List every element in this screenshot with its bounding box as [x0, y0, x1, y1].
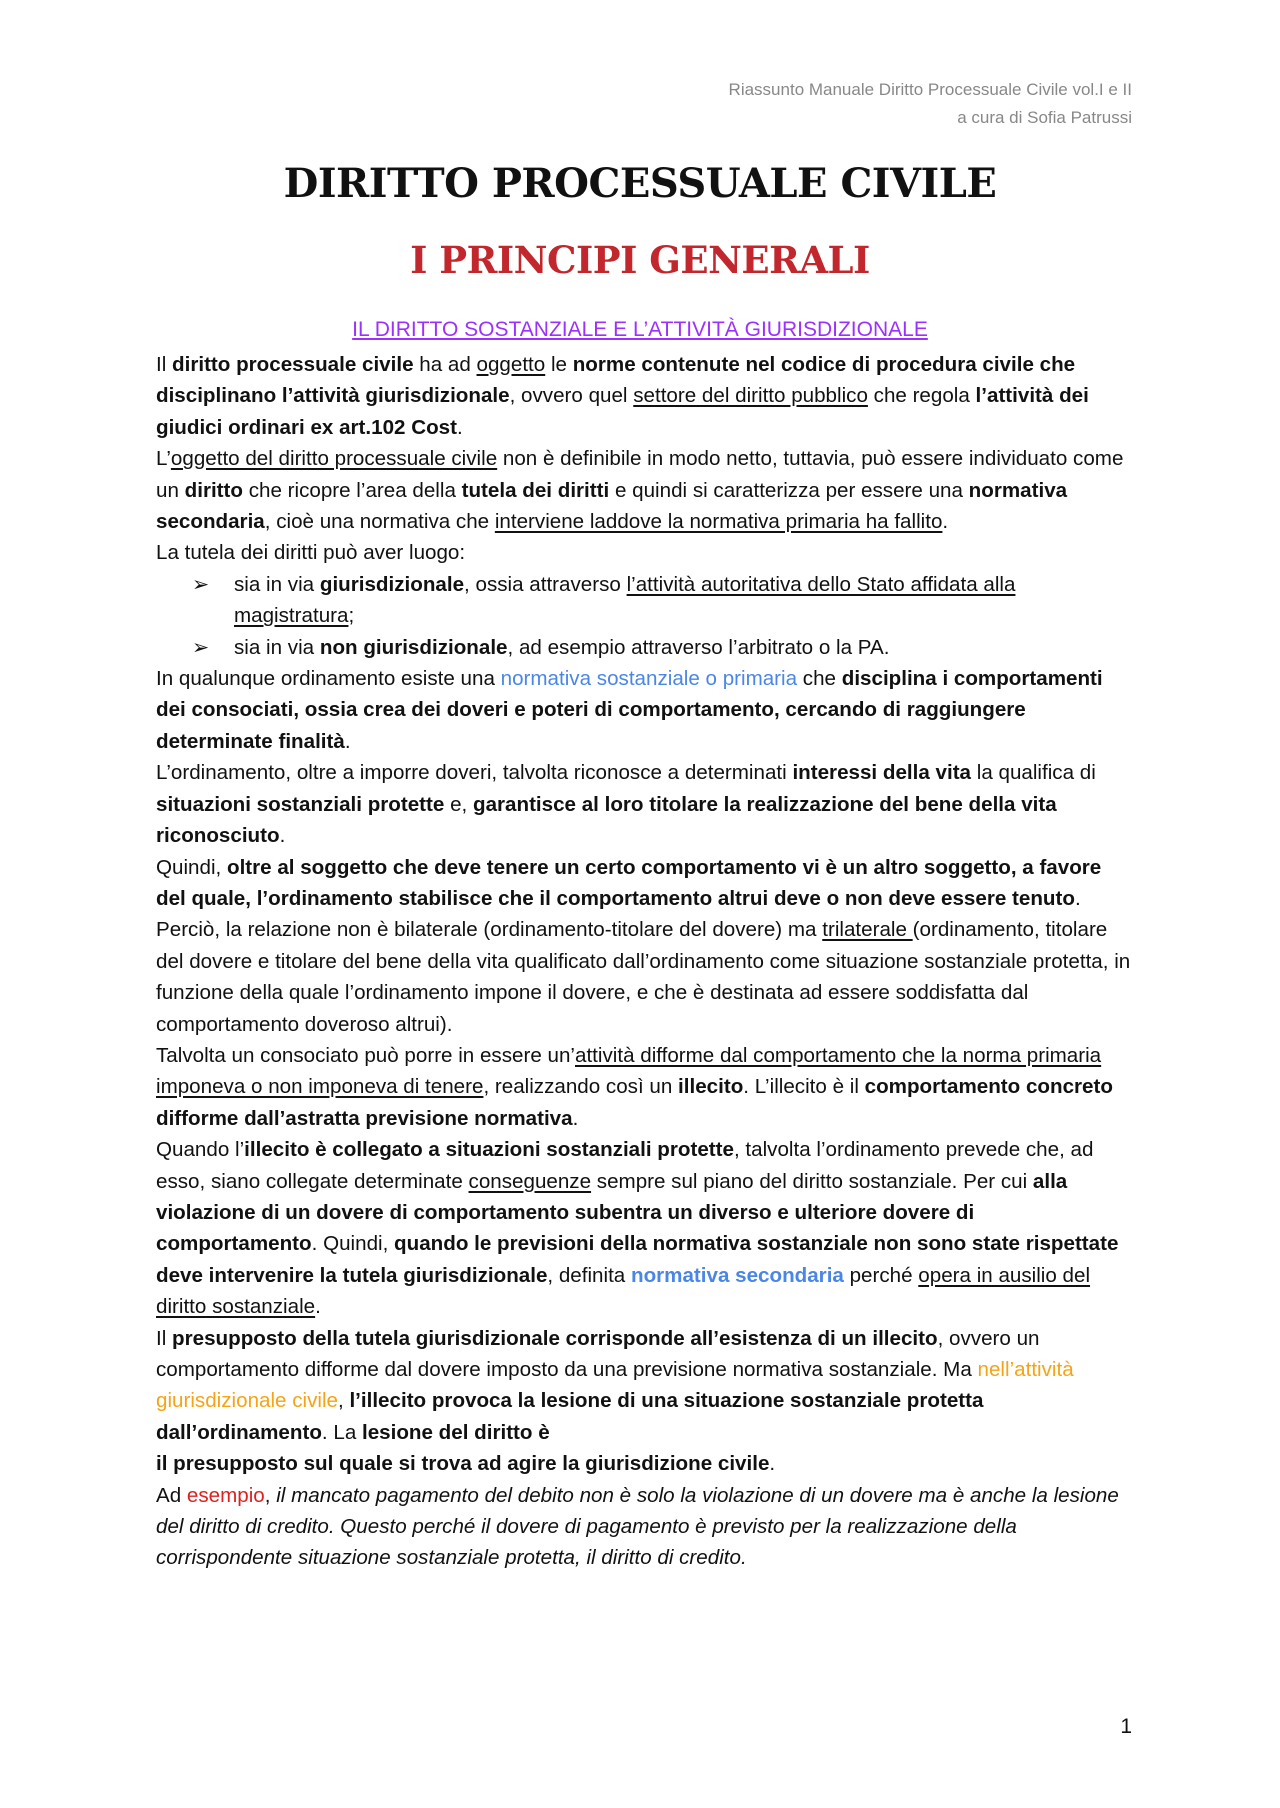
text-span: .	[315, 1295, 321, 1319]
text-span: .	[572, 1106, 579, 1130]
bold-term: comportamento concreto difforme dall’astratta previsione normativa	[156, 1075, 1113, 1130]
text-span: e quindi si caratterizza per essere una	[609, 478, 969, 502]
text-span: che regola	[867, 384, 976, 408]
underlined-term: oggetto del diritto processuale civile	[170, 447, 498, 471]
example-label: esempio	[186, 1483, 265, 1507]
text-span: sempre sul piano del diritto sostanziale. Per cui	[591, 1169, 1033, 1193]
text-span: , ovvero un comportamento difforme dal dovere imposto da una previsione normativa sostanziale. Ma	[156, 1326, 1040, 1381]
text-span: sia in via	[234, 572, 320, 596]
underlined-term: trilaterale	[822, 918, 913, 942]
text-span: la qualifica di	[971, 761, 1096, 785]
paragraph-2	[156, 443, 1136, 537]
bold-term: l’attività dei giudici ordinari ex art.102 Cost	[156, 384, 1089, 439]
bold-term: disciplina i comportamenti dei consociati, ossia crea dei doveri e poteri di comportamento, cercando di raggiungere determinate finalità	[156, 667, 1103, 753]
arrowhead-bullet-icon: ➢	[192, 635, 210, 659]
bold-term: quando le previsioni della normativa sostanziale non sono state rispettate deve intervenire la tutela giurisdizionale	[156, 1232, 1119, 1287]
bullet-list	[156, 569, 1136, 663]
text-span: .	[942, 510, 949, 534]
underlined-term: settore del diritto pubblico	[633, 384, 868, 408]
paragraph-9	[156, 1323, 1136, 1480]
page-number: 1	[1120, 1715, 1132, 1738]
text-span: .	[456, 415, 463, 439]
text-span: , ossia attraverso	[464, 572, 627, 596]
underlined-term: l’attività autoritativa dello Stato affidata alla magistratura	[234, 572, 1016, 628]
text-span: ,	[338, 1389, 350, 1413]
underlined-term: interviene laddove la normativa primaria ha fallito	[494, 510, 943, 534]
arrowhead-bullet-icon: ➢	[192, 572, 210, 596]
paragraph-8	[156, 1134, 1136, 1322]
text-span: . Quindi,	[311, 1232, 395, 1256]
paragraph-4	[156, 663, 1136, 757]
chapter-title: I PRINCIPI GENERALI	[410, 238, 870, 282]
text-span: sia in via	[234, 635, 320, 659]
underlined-term: conseguenze	[468, 1169, 592, 1193]
bold-term: giurisdizionale	[319, 572, 465, 596]
text-span: L’	[156, 447, 171, 471]
text-span: , cioè una normativa che	[264, 510, 495, 534]
text-span: Ad	[156, 1483, 187, 1507]
bold-term: situazioni sostanziali protette	[156, 792, 445, 816]
paragraph-7	[156, 1040, 1136, 1134]
header-line-1: Riassunto Manuale Diritto Processuale Civile vol.I e II	[728, 80, 1132, 99]
text-span: .	[344, 729, 351, 753]
bold-term: oltre al soggetto che deve tenere un certo comportamento vi è un altro soggetto, a favore del quale, l’ordinamento stabilisce che il comportamento altrui deve o non deve essere tenuto	[156, 855, 1102, 910]
text-span: , ad esempio attraverso l’arbitrato o la PA.	[507, 635, 890, 659]
bold-term: garantisce al loro titolare la realizzazione del bene della vita riconosciuto	[156, 792, 1057, 848]
underlined-term: attività difforme dal comportamento che la norma primaria imponeva o non imponeva di tenere	[156, 1043, 1102, 1099]
text-span: Quindi,	[156, 855, 227, 879]
section-heading: IL DIRITTO SOSTANZIALE E L’ATTIVITÀ GIURISDIZIONALE	[352, 318, 928, 341]
text-span: , realizzando così un	[483, 1075, 679, 1099]
text-span: , definita	[547, 1263, 631, 1287]
paragraph-10	[156, 1480, 1136, 1574]
text-span: che ricopre l’area della	[242, 478, 462, 502]
bold-term: diritto	[184, 478, 243, 502]
bold-term: tutela dei diritti	[461, 478, 610, 502]
text-span: .	[769, 1452, 776, 1476]
list-item	[156, 569, 1136, 632]
bold-term: interessi della vita	[792, 761, 972, 785]
underlined-term: opera in ausilio del diritto sostanziale	[156, 1263, 1091, 1319]
italic-example: il mancato pagamento del debito non è solo la violazione di un dovere ma è anche la lesione del diritto di credito. Questo perché il dovere di pagamento è previsto per la realizzazione della corrispondente situazione sostanziale protetta, il diritto di credito.	[156, 1483, 1119, 1570]
paragraph-6	[156, 852, 1136, 1040]
text-span: Il	[156, 1326, 173, 1350]
bold-term: non giurisdizionale	[319, 635, 508, 659]
text-span: (ordinamento, titolare del dovere e titolare del bene della vita qualificato dall’ordinamento come situazione sostanziale protetta, in funzione della quale l’ordinamento impone il dovere, e che è destinata ad essere soddisfatta dal comportamento doveroso altrui).	[156, 918, 1131, 1036]
text-span: , ovvero quel	[509, 384, 634, 408]
bold-term: presupposto della tutela giurisdizionale corrisponde all’esistenza di un illecito	[172, 1326, 938, 1350]
highlighted-term: nell’attività giurisdizionale civile	[156, 1358, 1074, 1413]
document-title: DIRITTO PROCESSUALE CIVILE	[283, 160, 997, 207]
paragraph-3: La tutela dei diritti può aver luogo:	[156, 541, 466, 565]
text-span: perché	[843, 1263, 919, 1287]
text-span: , talvolta l’ordinamento prevede che, ad esso, siano collegate determinate	[156, 1138, 1094, 1193]
paragraph-5	[156, 757, 1136, 851]
text-span: ,	[264, 1483, 277, 1507]
header-line-2: a cura di Sofia Patrussi	[957, 108, 1132, 127]
underlined-term: oggetto	[476, 353, 546, 376]
text-span: .	[279, 824, 286, 848]
bold-term: illecito è collegato a situazioni sostanziali protette	[244, 1138, 734, 1162]
text-span: non è definibile in modo netto, tuttavia, può essere individuato come un	[156, 447, 1124, 502]
bold-term: l’illecito provoca la lesione di una situazione sostanziale protetta dall’ordinamento	[156, 1389, 984, 1444]
bold-term: illecito	[678, 1075, 744, 1099]
text-span: In qualunque ordinamento esiste una	[156, 667, 501, 691]
text-span: Il	[156, 353, 173, 376]
text-span: . La	[321, 1420, 362, 1444]
text-span: . L’illecito è il	[743, 1075, 865, 1099]
bold-term: norme contenute nel codice di procedura civile che disciplinano l’attività giurisdizionale	[156, 353, 1076, 408]
list-item	[156, 632, 1136, 663]
text-span: ha ad	[413, 353, 477, 376]
text-span: e,	[444, 792, 473, 816]
bold-term: alla violazione di un dovere di comportamento subentra un diverso e ulteriore dovere di comportamento	[156, 1169, 1068, 1256]
text-span: . Perciò, la relazione non è bilaterale (ordinamento-titolare del dovere) ma	[156, 886, 1081, 942]
bold-term: lesione del diritto è	[362, 1420, 550, 1444]
bold-term: il presupposto sul quale si trova ad agire la giurisdizione civile	[156, 1452, 770, 1476]
text-span: le	[545, 353, 573, 376]
bold-term: diritto processuale civile	[172, 353, 414, 376]
highlighted-term: normativa secondaria	[630, 1263, 844, 1287]
text-span: Quando l’	[156, 1138, 245, 1162]
body-text	[156, 349, 1136, 1574]
text-span: Talvolta un consociato può porre in essere un’	[156, 1043, 575, 1067]
text-span: che	[797, 667, 842, 691]
text-span: L’ordinamento, oltre a imporre doveri, talvolta riconosce a determinati	[156, 761, 793, 785]
bold-term: normativa secondaria	[156, 478, 1068, 534]
text-span: ;	[348, 604, 355, 628]
running-header	[729, 76, 1132, 132]
highlighted-term: normativa sostanziale o primaria	[500, 667, 798, 691]
paragraph-1	[156, 349, 1136, 443]
